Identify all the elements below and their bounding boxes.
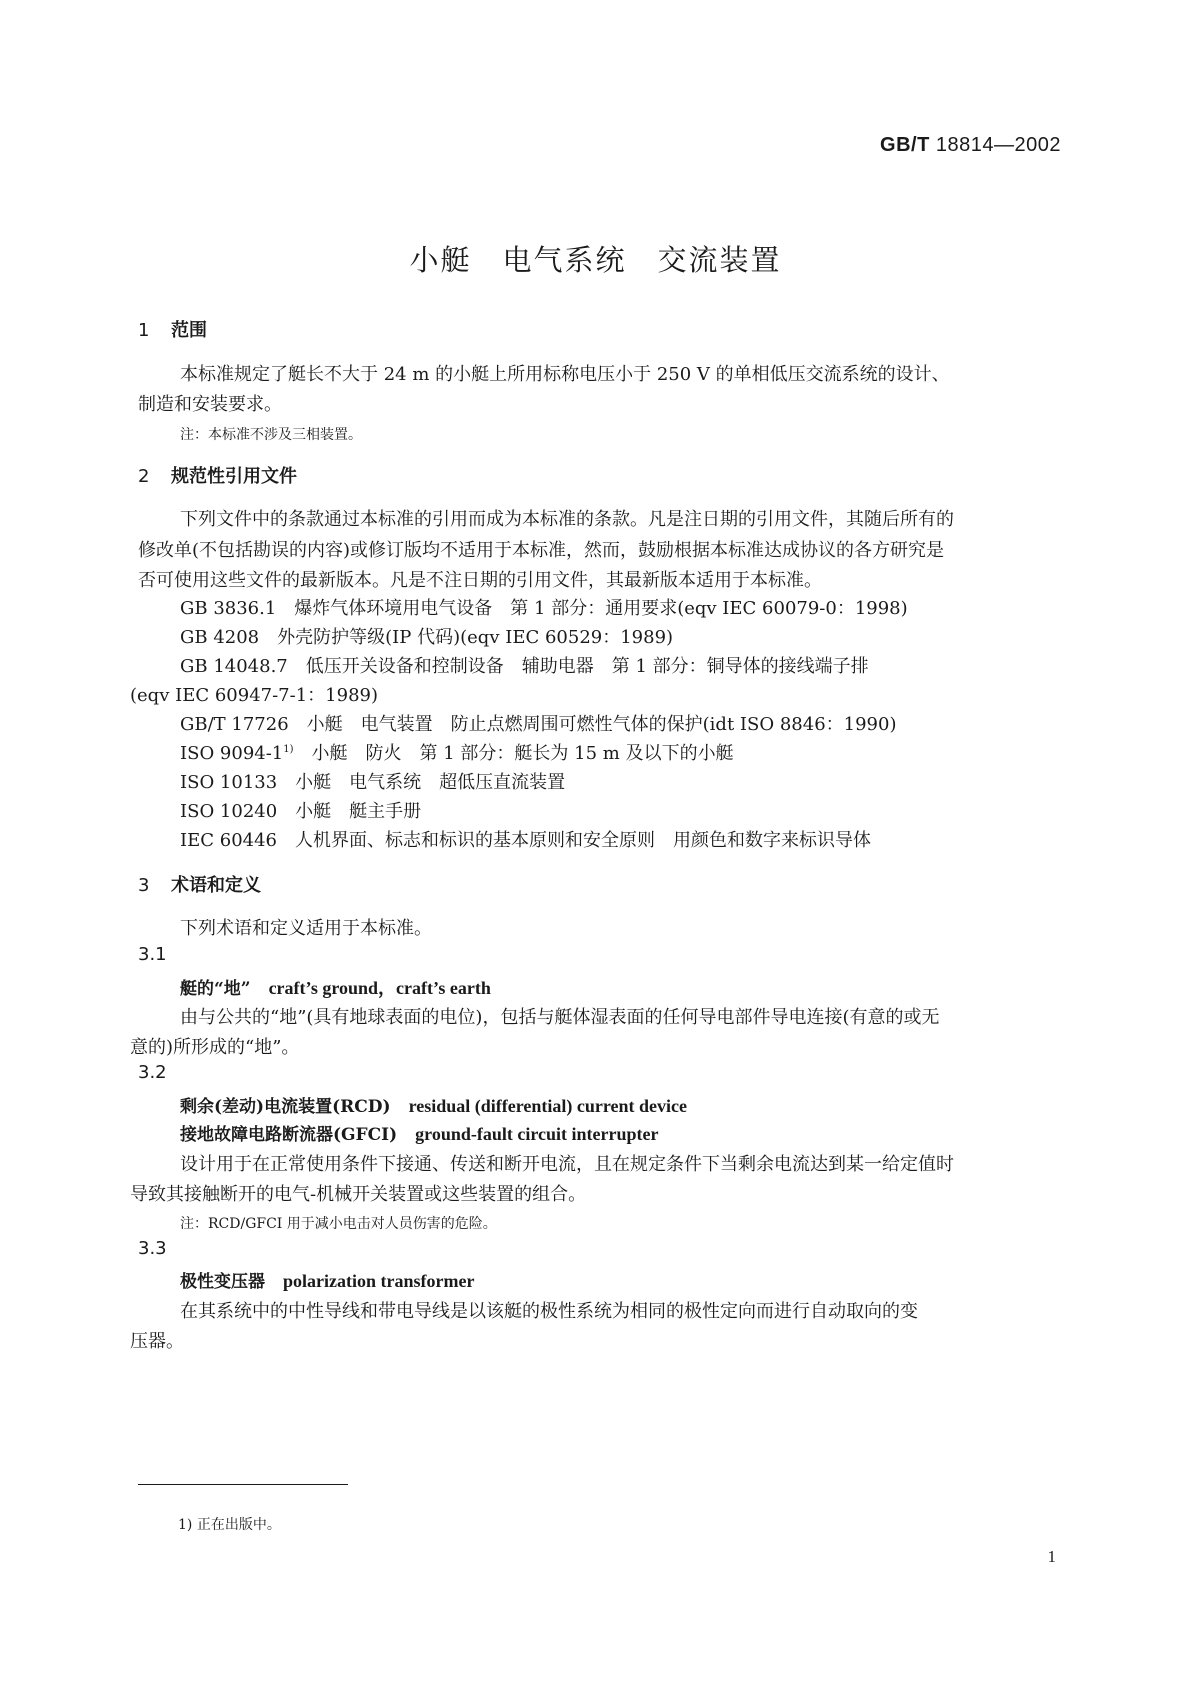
term-english: residual (differential) current device — [408, 1096, 688, 1116]
definition-line: 意的)所形成的“地”。 — [130, 1037, 300, 1058]
definition-line: 导致其接触断开的电气-机械开关装置或这些装置的组合。 — [130, 1184, 587, 1205]
definition-line: 在其系统中的中性导线和带电导线是以该艇的极性系统为相同的极性定向而进行自动取向的变 — [180, 1301, 918, 1322]
footnote-marker: 1) — [283, 744, 294, 755]
standard-code: 18814—2002 — [935, 134, 1061, 156]
normative-reference: IEC 60446 人机界面、标志和标识的基本原则和安全原则 用颜色和数字来标识导体 — [180, 830, 872, 851]
term-chinese: 接地故障电路断流器(GFCI) — [180, 1125, 398, 1145]
reference-code: ISO 9094-1 — [180, 743, 284, 764]
term-entry — [180, 1120, 658, 1145]
section-title: 规范性引用文件 — [171, 466, 297, 487]
standard-prefix: GB/T — [880, 134, 930, 156]
section-2-intro-line: 下列文件中的条款通过本标准的引用而成为本标准的条款。凡是注日期的引用文件，其随后所有的 — [180, 509, 954, 530]
term-chinese: 极性变压器 — [180, 1272, 265, 1292]
section-number: 1 — [138, 320, 150, 341]
section-1-heading — [138, 316, 207, 342]
normative-reference: GB 4208 外壳防护等级(IP 代码)(eqv IEC 60529：1989) — [180, 627, 674, 648]
normative-reference-continued: (eqv IEC 60947-7-1：1989) — [130, 685, 378, 706]
section-title: 范围 — [171, 320, 207, 341]
section-3-intro: 下列术语和定义适用于本标准。 — [180, 918, 432, 939]
standard-number — [880, 134, 1061, 157]
term-chinese: 艇的“地” — [180, 979, 251, 999]
section-2-intro-line: 修改单(不包括勘误的内容)或修订版均不适用于本标准，然而，鼓励根据本标准达成协议的各方研究是 — [138, 540, 945, 561]
document-title: 小艇 电气系统 交流装置 — [409, 243, 782, 277]
clause-number: 3.3 — [138, 1238, 167, 1259]
definition-note: 注：RCD/GFCI 用于减小电击对人员伤害的危险。 — [180, 1216, 497, 1232]
section-title: 术语和定义 — [171, 875, 261, 896]
normative-reference: GB/T 17726 小艇 电气装置 防止点燃周围可燃性气体的保护(idt ISO 8846：1990) — [180, 714, 897, 735]
definition-line: 压器。 — [130, 1331, 184, 1352]
section-2-intro-line: 否可使用这些文件的最新版本。凡是不注日期的引用文件，其最新版本适用于本标准。 — [138, 570, 822, 591]
definition-line: 由与公共的“地”(具有地球表面的电位)，包括与艇体湿表面的任何导电部件导电连接(有意的或无 — [180, 1007, 940, 1028]
normative-reference: GB 3836.1 爆炸气体环境用电气设备 第 1 部分：通用要求(eqv IEC 60079-0：1998) — [180, 598, 908, 619]
normative-reference — [180, 739, 734, 765]
term-english: craft’s ground，craft’s earth — [268, 978, 491, 998]
normative-reference: ISO 10133 小艇 电气系统 超低压直流装置 — [180, 772, 566, 793]
term-entry — [180, 1267, 474, 1292]
term-entry — [180, 1092, 687, 1117]
section-1-note: 注：本标准不涉及三相装置。 — [180, 427, 362, 443]
reference-title: 小艇 防火 第 1 部分：艇长为 15 m 及以下的小艇 — [293, 743, 734, 764]
footnote: 1) 正在出版中。 — [178, 1517, 281, 1533]
section-1-para-line: 制造和安装要求。 — [138, 394, 282, 415]
section-3-heading — [138, 871, 261, 897]
section-number: 3 — [138, 875, 150, 896]
clause-number: 3.1 — [138, 944, 167, 965]
term-entry — [180, 974, 491, 1000]
term-english: polarization transformer — [283, 1271, 475, 1291]
normative-reference: ISO 10240 小艇 艇主手册 — [180, 801, 422, 822]
clause-number: 3.2 — [138, 1062, 167, 1083]
term-english: ground-fault circuit interrupter — [415, 1124, 659, 1144]
footnote-separator — [138, 1484, 348, 1485]
normative-reference: GB 14048.7 低压开关设备和控制设备 辅助电器 第 1 部分：铜导体的接线端子排 — [180, 656, 869, 677]
section-number: 2 — [138, 466, 150, 487]
section-2-heading — [138, 462, 297, 488]
definition-line: 设计用于在正常使用条件下接通、传送和断开电流，且在规定条件下当剩余电流达到某一给定值时 — [180, 1154, 954, 1175]
page-number: 1 — [1047, 1547, 1056, 1566]
term-chinese: 剩余(差动)电流装置(RCD) — [180, 1097, 391, 1117]
section-1-para-line: 本标准规定了艇长不大于 24 m 的小艇上所用标称电压小于 250 V 的单相低压交流系统的设计、 — [180, 364, 950, 385]
